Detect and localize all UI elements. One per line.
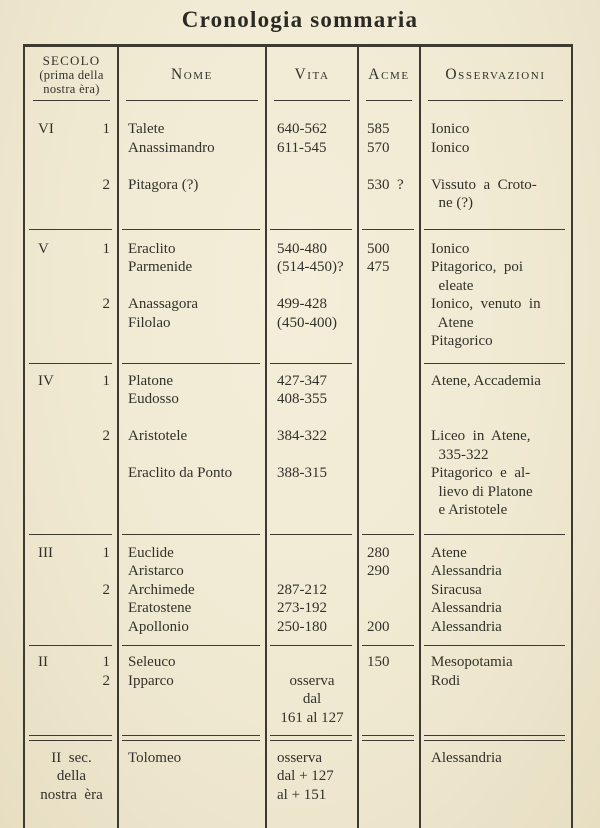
name-cell	[118, 194, 266, 213]
vita-cell: 384-322	[277, 428, 327, 444]
observations-cell: Alessandria	[431, 600, 502, 616]
divider-rule	[424, 534, 565, 535]
vita-cell: osserva	[277, 749, 322, 766]
table-row	[25, 501, 571, 520]
acme-cell: 585	[367, 121, 390, 137]
century-label: V	[38, 240, 49, 257]
column-header-nome: Nome	[170, 66, 214, 83]
table-row	[25, 653, 571, 672]
vita-cell: 161 al 127	[280, 709, 344, 726]
divider-segment	[266, 229, 358, 230]
vita-cell: 408-355	[277, 391, 327, 407]
acme-cell	[358, 446, 420, 465]
divider-rule	[122, 229, 260, 230]
table-row	[25, 372, 571, 391]
table-row	[25, 390, 571, 409]
observations-cell: Mesopotamia	[431, 654, 513, 670]
group-number: 1	[102, 654, 110, 670]
acme-cell	[358, 277, 420, 296]
vita-cell	[266, 483, 358, 502]
vita-cell	[266, 653, 358, 672]
divider-rule	[29, 534, 112, 535]
vita-cell: al + 151	[277, 786, 327, 803]
century-cell	[25, 314, 118, 333]
table-row	[25, 194, 571, 213]
divider-rule	[362, 229, 414, 230]
name-cell	[118, 483, 266, 502]
header-underline	[118, 100, 266, 108]
century-section-4	[25, 646, 571, 735]
divider-segment	[25, 645, 118, 646]
observations-cell	[420, 709, 571, 728]
header-secolo-line3: nostra èra)	[43, 82, 100, 96]
vita-cell: 273-192	[277, 600, 327, 616]
century-cell	[25, 690, 118, 709]
century-cell	[25, 332, 118, 351]
column-header-acme: Acme	[368, 66, 410, 83]
acme-cell	[358, 332, 420, 351]
name-cell: Aristarco	[128, 563, 184, 579]
divider-segment	[25, 229, 118, 230]
century-cell	[25, 446, 118, 465]
acme-cell	[358, 501, 420, 520]
divider-rule	[29, 363, 112, 364]
section-divider	[25, 645, 571, 646]
table-row	[25, 120, 571, 139]
century-label: III	[38, 544, 53, 561]
observations-cell	[420, 786, 571, 805]
vita-cell	[266, 446, 358, 465]
acme-cell	[358, 157, 420, 176]
vita-cell: osserva	[289, 672, 335, 689]
name-cell: Euclide	[128, 544, 174, 561]
acme-cell: 500	[367, 240, 390, 257]
header-secolo-line1: SECOLO	[42, 53, 101, 68]
table-sections	[25, 108, 571, 804]
table-row	[25, 562, 571, 581]
table-row	[25, 581, 571, 600]
divider-rule	[122, 363, 260, 364]
name-cell	[118, 409, 266, 428]
observations-cell: Ionico	[431, 139, 470, 156]
century-cell: nostra èra	[40, 786, 103, 803]
divider-rule	[29, 229, 112, 230]
century-label: VI	[38, 121, 54, 137]
table-row	[25, 157, 571, 176]
name-cell: Platone	[128, 372, 173, 389]
divider-segment	[266, 363, 358, 364]
acme-cell: 290	[367, 563, 390, 579]
acme-cell: 530 ?	[367, 176, 404, 193]
column-header-osservazioni: Osservazioni	[445, 66, 546, 83]
divider-segment	[25, 735, 118, 741]
name-cell: Eudosso	[128, 391, 179, 407]
acme-cell	[358, 749, 420, 768]
vita-cell	[266, 409, 358, 428]
column-header-vita: Vita	[294, 66, 330, 83]
divider-segment	[118, 735, 266, 741]
acme-cell	[358, 767, 420, 786]
observations-cell: Alessandria	[431, 563, 502, 579]
divider-rule	[122, 534, 260, 535]
table-row	[25, 767, 571, 786]
acme-cell: 200	[367, 618, 390, 635]
divider-segment	[420, 735, 571, 741]
century-section-5	[25, 741, 571, 805]
vita-cell: dal	[302, 691, 322, 707]
observations-cell	[420, 690, 571, 709]
table-row	[25, 709, 571, 728]
divider-rule	[122, 645, 260, 646]
divider-segment	[25, 363, 118, 364]
column-rule-4	[419, 47, 421, 828]
century-cell: II sec.	[51, 749, 92, 766]
century-cell	[25, 501, 118, 520]
divider-rule	[29, 735, 112, 741]
century-section-2	[25, 364, 571, 534]
table-row	[25, 446, 571, 465]
century-cell: della	[56, 768, 87, 784]
divider-segment	[118, 534, 266, 535]
observations-cell: Siracusa	[431, 581, 482, 598]
observations-cell	[420, 157, 571, 176]
divider-segment	[358, 735, 420, 741]
vita-cell: (514-450)?	[277, 259, 344, 275]
divider-segment	[25, 534, 118, 535]
table-row	[25, 483, 571, 502]
header-underline	[420, 100, 571, 108]
observations-cell	[420, 767, 571, 786]
page-title: Cronologia sommaria	[181, 7, 419, 32]
name-cell: Ipparco	[128, 672, 174, 689]
table-row	[25, 544, 571, 563]
century-cell	[25, 544, 118, 563]
group-number: 1	[102, 240, 110, 257]
group-number: 1	[102, 544, 110, 561]
section-divider	[25, 534, 571, 535]
vita-cell: 388-315	[277, 465, 327, 481]
century-cell	[25, 295, 118, 314]
observations-cell: Ionico, venuto in	[431, 296, 541, 312]
divider-segment	[358, 645, 420, 646]
divider-rule	[362, 645, 414, 646]
divider-rule	[362, 735, 414, 741]
century-cell	[25, 599, 118, 618]
name-cell	[118, 709, 266, 728]
observations-cell: Ionico	[431, 121, 470, 137]
acme-cell	[358, 372, 420, 391]
vita-cell	[266, 501, 358, 520]
name-cell: Seleuco	[128, 654, 176, 670]
acme-cell: 150	[367, 654, 390, 670]
observations-cell: Atene	[431, 544, 467, 561]
vita-cell	[266, 332, 358, 351]
header-underline	[358, 100, 420, 108]
vita-cell: 640-562	[277, 121, 327, 137]
vita-cell: 499-428	[277, 296, 327, 312]
divider-rule	[122, 735, 260, 741]
century-cell	[25, 120, 118, 139]
acme-cell	[358, 194, 420, 213]
section-divider	[25, 735, 571, 741]
group-number: 2	[102, 428, 110, 444]
divider-segment	[266, 645, 358, 646]
group-number: 2	[102, 672, 110, 689]
divider-segment	[420, 645, 571, 646]
name-cell: Eratostene	[128, 600, 192, 616]
observations-cell: Pitagorico	[431, 333, 493, 349]
name-cell: Parmenide	[128, 259, 193, 275]
observations-cell: Alessandria	[431, 618, 502, 635]
century-label: II	[38, 654, 48, 670]
chronology-table	[23, 44, 573, 828]
group-number: 1	[102, 121, 110, 137]
section-divider	[25, 229, 571, 230]
table-row	[25, 295, 571, 314]
table-row	[25, 240, 571, 259]
vita-cell: 611-545	[277, 139, 327, 156]
table-row	[25, 409, 571, 428]
divider-segment	[118, 363, 266, 364]
observations-cell: Pitagorico e al-	[431, 465, 531, 481]
acme-cell	[358, 786, 420, 805]
acme-cell: 475	[367, 259, 390, 275]
observations-cell: Vissuto a Croto-	[431, 176, 537, 193]
acme-cell	[358, 427, 420, 446]
name-cell	[118, 501, 266, 520]
century-cell	[25, 409, 118, 428]
divider-rule	[362, 534, 414, 535]
century-cell	[25, 176, 118, 195]
divider-segment	[266, 534, 358, 535]
century-cell	[25, 277, 118, 296]
name-cell	[118, 332, 266, 351]
divider-segment	[358, 534, 420, 535]
group-number: 2	[102, 581, 110, 598]
acme-cell	[358, 390, 420, 409]
vita-cell	[266, 277, 358, 296]
divider-segment	[118, 229, 266, 230]
table-row	[25, 464, 571, 483]
name-cell	[118, 690, 266, 709]
observations-cell: Liceo in Atene,	[431, 428, 531, 444]
observations-cell: Pitagorico, poi	[431, 259, 524, 275]
acme-cell	[358, 672, 420, 691]
header-secolo-line2: (prima della	[39, 68, 104, 82]
vita-cell: 540-480	[277, 240, 327, 257]
table-row	[25, 786, 571, 805]
table-row	[25, 618, 571, 637]
century-cell	[25, 581, 118, 600]
divider-segment	[420, 534, 571, 535]
century-cell	[25, 427, 118, 446]
acme-cell: 570	[367, 139, 390, 156]
century-cell	[25, 672, 118, 691]
name-cell: Anassimandro	[128, 139, 215, 156]
divider-segment	[420, 363, 571, 364]
century-cell	[25, 372, 118, 391]
divider-rule	[270, 363, 352, 364]
acme-cell	[358, 314, 420, 333]
divider-rule	[424, 363, 565, 364]
vita-cell	[266, 562, 358, 581]
century-cell	[25, 258, 118, 277]
vita-cell	[266, 544, 358, 563]
acme-cell	[358, 581, 420, 600]
name-cell: Talete	[128, 121, 165, 137]
divider-segment	[118, 645, 266, 646]
vita-cell	[266, 194, 358, 213]
table-row	[25, 332, 571, 351]
name-cell: Aristotele	[128, 428, 188, 444]
observations-cell: Rodi	[431, 672, 461, 689]
century-cell	[25, 464, 118, 483]
observations-cell	[420, 390, 571, 409]
table-row	[25, 749, 571, 768]
column-rule-3	[357, 47, 359, 828]
column-rule-1	[117, 47, 119, 828]
vita-cell: dal + 127	[277, 768, 334, 784]
name-cell: Filolao	[128, 314, 171, 331]
section-divider	[25, 363, 571, 364]
century-label: IV	[38, 372, 54, 389]
name-cell: Pitagora (?)	[128, 176, 199, 193]
acme-cell	[358, 295, 420, 314]
century-cell	[25, 709, 118, 728]
acme-cell	[358, 690, 420, 709]
observations-cell: e Aristotele	[431, 502, 508, 518]
acme-cell	[358, 483, 420, 502]
century-section-3	[25, 535, 571, 646]
divider-rule	[424, 229, 565, 230]
divider-segment	[420, 229, 571, 230]
divider-rule	[29, 645, 112, 646]
observations-cell	[420, 409, 571, 428]
header-underline-row	[25, 100, 571, 108]
vita-cell: (450-400)	[277, 314, 337, 331]
observations-cell: Atene	[431, 314, 474, 331]
name-cell	[118, 767, 266, 786]
observations-cell: eleate	[431, 277, 474, 294]
name-cell	[118, 786, 266, 805]
table-row	[25, 599, 571, 618]
name-cell: Archimede	[128, 581, 195, 598]
table-row	[25, 314, 571, 333]
century-cell	[25, 390, 118, 409]
divider-rule	[270, 735, 352, 741]
vita-cell: 287-212	[277, 581, 327, 598]
divider-segment	[358, 363, 420, 364]
acme-cell	[358, 409, 420, 428]
table-row	[25, 258, 571, 277]
divider-rule	[270, 534, 352, 535]
group-number: 1	[102, 372, 110, 389]
century-cell	[25, 157, 118, 176]
vita-cell: 250-180	[277, 618, 327, 635]
divider-segment	[266, 735, 358, 741]
table-row	[25, 427, 571, 446]
header-underline	[25, 100, 118, 108]
name-cell	[118, 157, 266, 176]
name-cell: Tolomeo	[128, 749, 182, 766]
divider-rule	[270, 645, 352, 646]
name-cell: Eraclito da Ponto	[128, 465, 233, 481]
acme-cell	[358, 464, 420, 483]
group-number: 2	[102, 176, 110, 193]
century-cell	[25, 618, 118, 637]
century-cell	[25, 562, 118, 581]
observations-cell: 335-322	[431, 446, 489, 463]
century-cell	[25, 194, 118, 213]
divider-segment	[358, 229, 420, 230]
century-cell	[25, 139, 118, 158]
table-row	[25, 277, 571, 296]
table-row	[25, 690, 571, 709]
century-cell	[25, 240, 118, 259]
observations-cell: ne (?)	[431, 195, 474, 211]
column-rule-2	[265, 47, 267, 828]
divider-rule	[424, 735, 565, 741]
century-cell	[25, 483, 118, 502]
vita-cell	[266, 157, 358, 176]
vita-cell	[266, 176, 358, 195]
observations-cell: Ionico	[431, 240, 470, 257]
name-cell: Apollonio	[128, 618, 189, 635]
observations-cell: Alessandria	[431, 749, 502, 766]
name-cell: Anassagora	[128, 296, 198, 312]
column-header-secolo	[25, 50, 118, 100]
group-number: 2	[102, 296, 110, 312]
table-header	[25, 47, 571, 100]
name-cell	[118, 277, 266, 296]
table-row	[25, 176, 571, 195]
observations-cell: lievo di Platone	[431, 483, 533, 500]
divider-rule	[424, 645, 565, 646]
century-cell	[25, 653, 118, 672]
acme-cell	[358, 599, 420, 618]
name-cell	[118, 446, 266, 465]
table-row	[25, 672, 571, 691]
century-section-0	[25, 108, 571, 229]
acme-cell	[358, 709, 420, 728]
divider-rule	[270, 229, 352, 230]
observations-cell: Atene, Accademia	[431, 372, 541, 389]
vita-cell: 427-347	[277, 372, 327, 389]
table-row	[25, 139, 571, 158]
century-section-1	[25, 230, 571, 363]
acme-cell: 280	[367, 544, 390, 561]
header-underline	[266, 100, 358, 108]
name-cell: Eraclito	[128, 240, 176, 257]
